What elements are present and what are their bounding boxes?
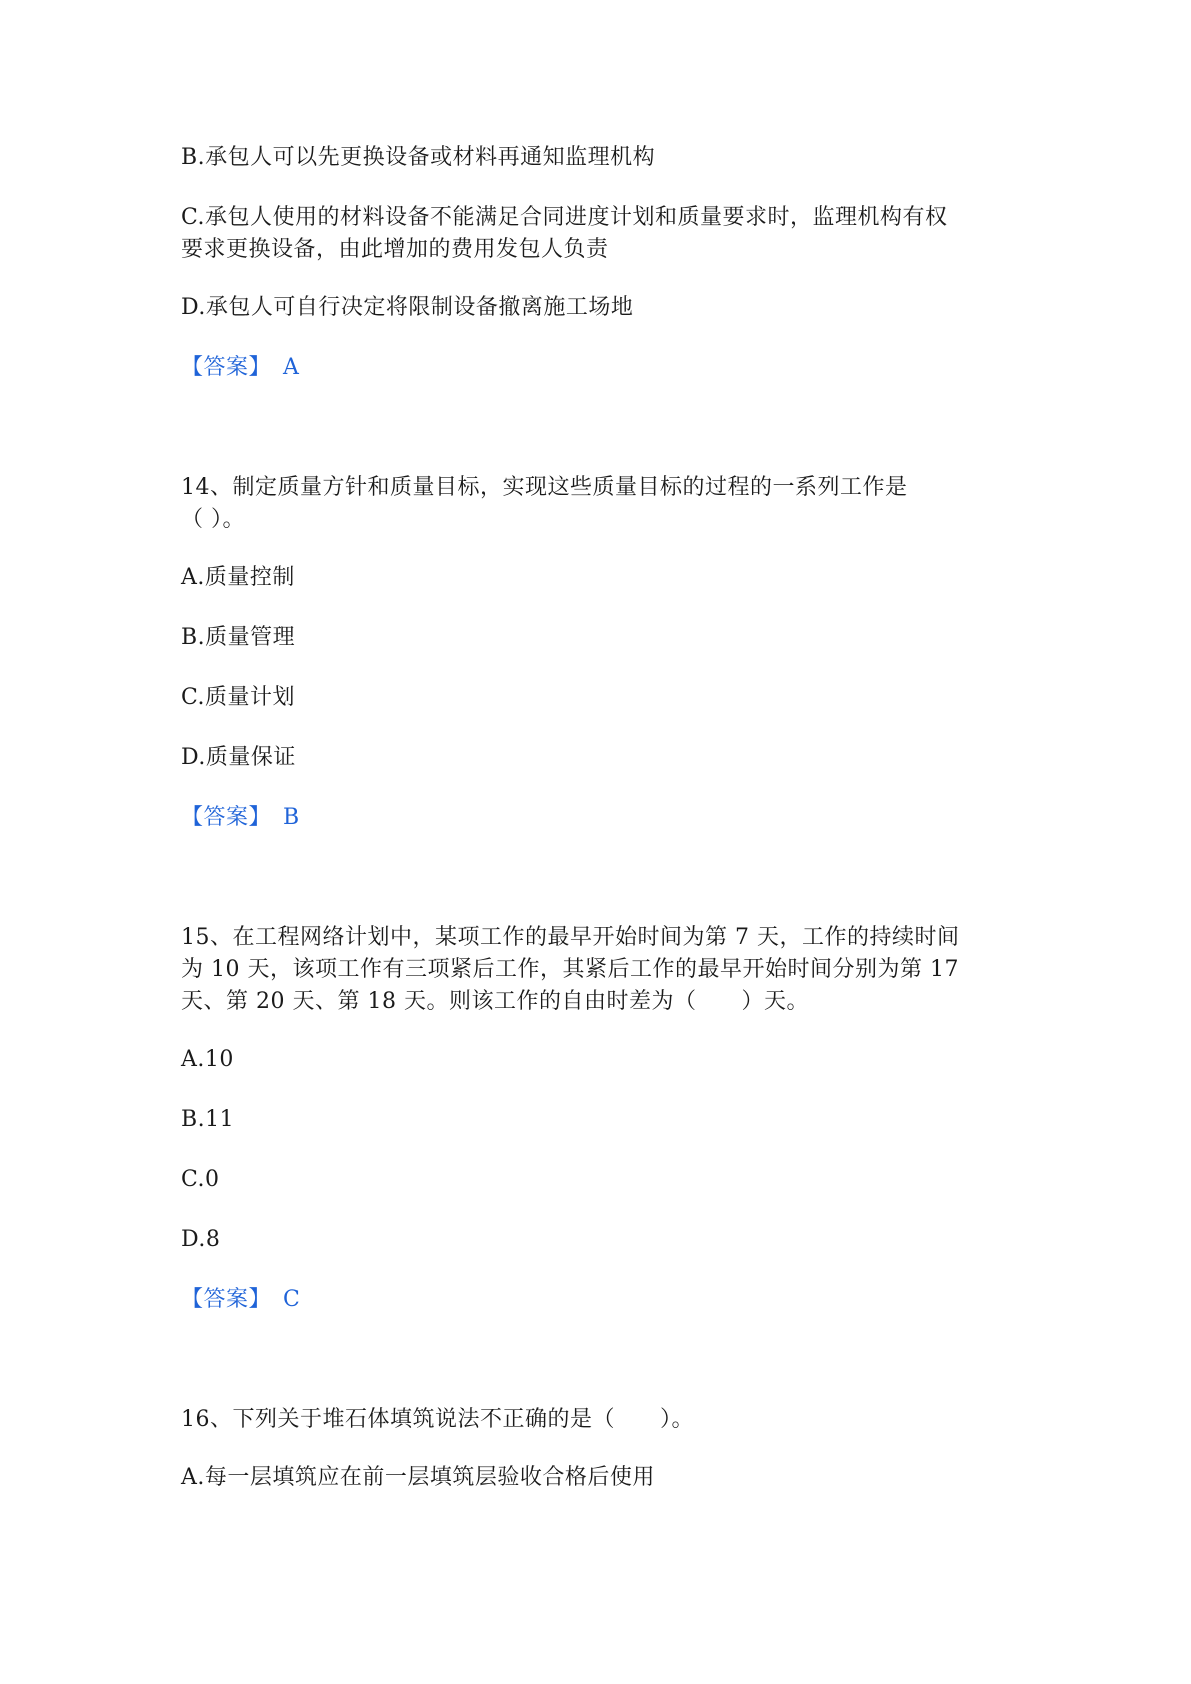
q13-option-c-line2: 要求更换设备，由此增加的费用发包人负责 <box>181 237 609 262</box>
answer-label: 【答案】 <box>181 805 272 830</box>
q13-option-d: D.承包人可自行决定将限制设备撤离施工场地 <box>181 295 634 320</box>
q14-stem-line1: 14、制定质量方针和质量目标，实现这些质量目标的过程的一系列工作是 <box>181 475 908 500</box>
answer-label: 【答案】 <box>181 1287 272 1312</box>
q15-option-b: B.11 <box>181 1107 235 1132</box>
q15-option-a: A.10 <box>181 1047 234 1072</box>
answer-value: B <box>283 805 300 830</box>
q15-stem-line3: 天、第 20 天、第 18 天。则该工作的自由时差为（ ）天。 <box>181 989 809 1014</box>
q14-option-c: C.质量计划 <box>181 685 296 710</box>
answer-label: 【答案】 <box>181 355 272 380</box>
q15-stem-line1: 15、在工程网络计划中，某项工作的最早开始时间为第 7 天，工作的持续时间 <box>181 925 960 950</box>
q14-option-d: D.质量保证 <box>181 745 296 770</box>
q16-stem-line1: 16、下列关于堆石体填筑说法不正确的是（ ）。 <box>181 1407 694 1432</box>
q14-answer <box>181 802 300 834</box>
q15-stem-line2: 为 10 天，该项工作有三项紧后工作，其紧后工作的最早开始时间分别为第 17 <box>181 957 959 982</box>
q13-option-b: B.承包人可以先更换设备或材料再通知监理机构 <box>181 145 656 170</box>
q14-option-b: B.质量管理 <box>181 625 296 650</box>
q15-answer <box>181 1284 300 1316</box>
answer-value: C <box>283 1287 301 1312</box>
answer-value: A <box>283 355 300 380</box>
q15-option-c: C.0 <box>181 1167 220 1192</box>
q13-answer <box>181 352 299 384</box>
q13-option-c-line1: C.承包人使用的材料设备不能满足合同进度计划和质量要求时，监理机构有权 <box>181 205 948 230</box>
q15-option-d: D.8 <box>181 1227 221 1252</box>
q14-stem-line2: （ ）。 <box>181 507 245 532</box>
q16-option-a: A.每一层填筑应在前一层填筑层验收合格后使用 <box>181 1465 655 1490</box>
q14-option-a: A.质量控制 <box>181 565 295 590</box>
